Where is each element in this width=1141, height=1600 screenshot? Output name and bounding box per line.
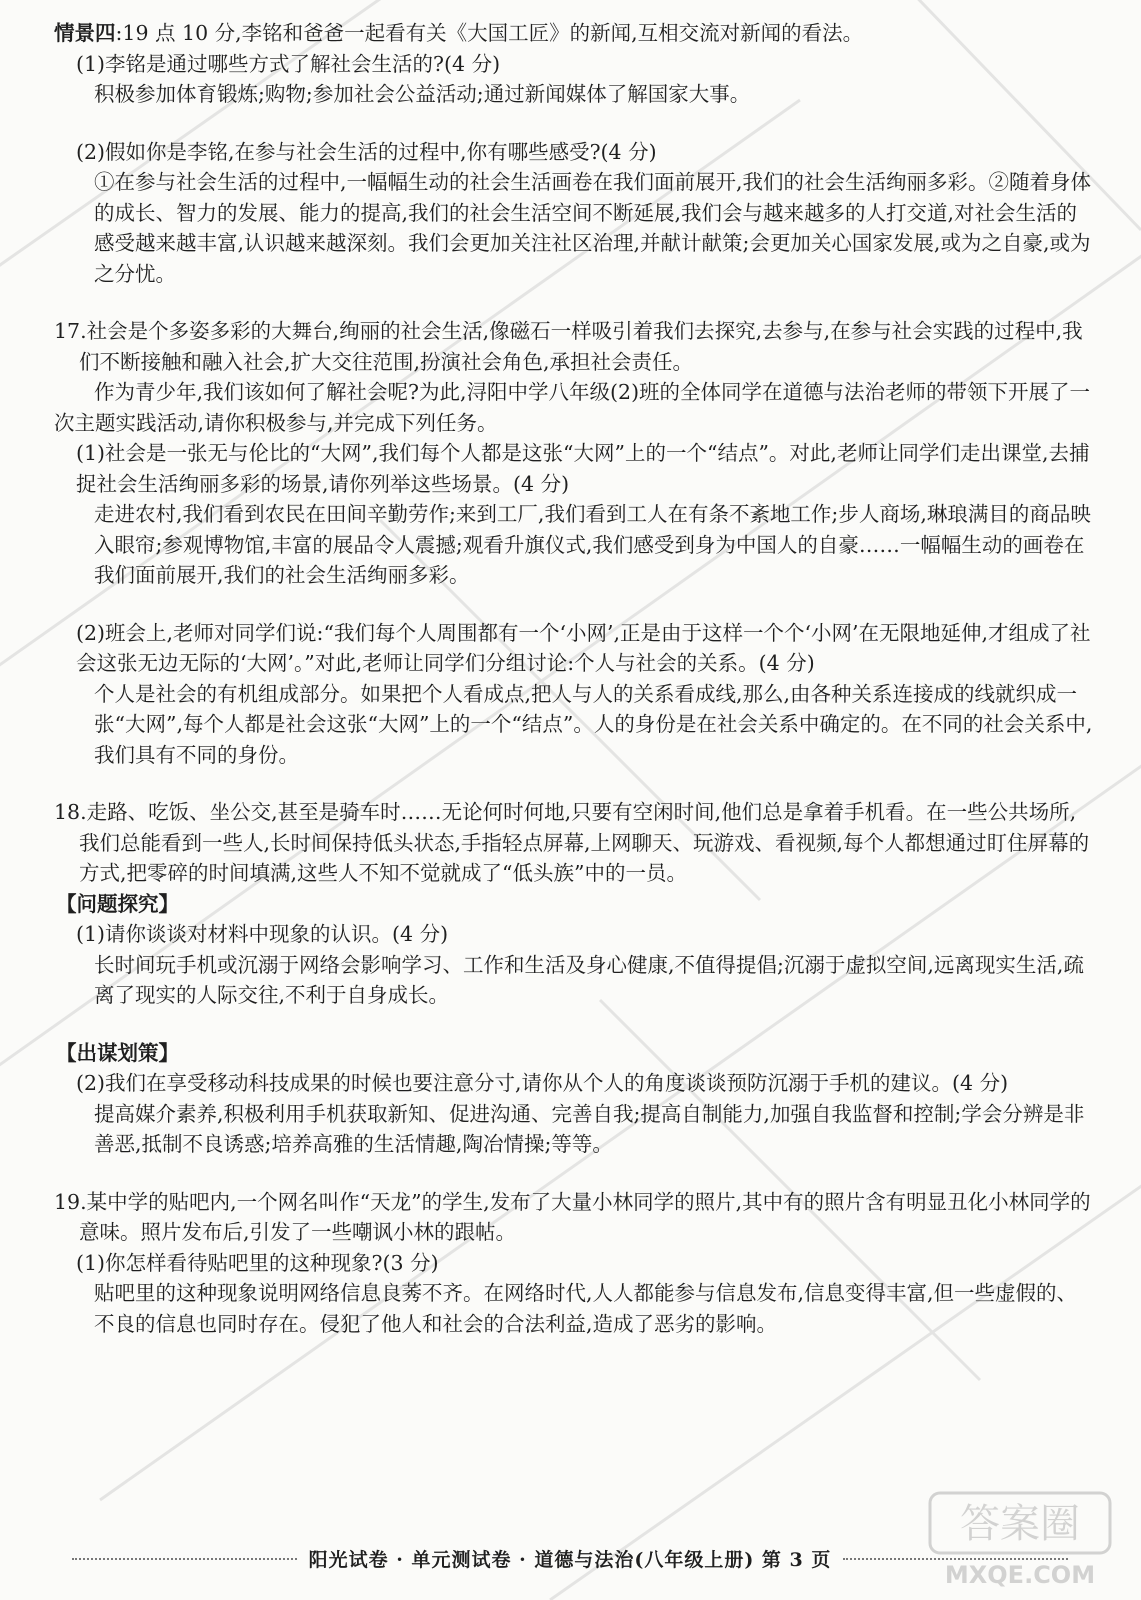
q18-question-1: (1)请你谈谈对材料中现象的认识。(4 分) (76, 922, 449, 946)
q17-question-2: (2)班会上,老师对同学们说:“我们每个人周围都有一个‘小网’,正是由于这样一个个‘小网’在无限地延伸,才组成了社会这张无边无际的‘大网’。”对此,老师让同学们分组讨论:个人与社会的关系。(4 分) (76, 620, 1091, 675)
footer-dots-left (72, 1558, 297, 1560)
q18-answer-1: 长时间玩手机或沉溺于网络会影响学习、工作和生活及身心健康,不值得提倡;沉溺于虚拟空间,远离现实生活,疏离了现实的人际交往,不利于自身成长。 (94, 952, 1084, 1007)
scenario4-line (54, 18, 1094, 49)
scenario4-question-1: (1)李铭是通过哪些方式了解社会生活的?(4 分) (76, 51, 501, 76)
exam-content (54, 18, 1094, 1339)
scenario4-text: :19 点 10 分,李铭和爸爸一起看有关《大国工匠》的新闻,互相交流对新闻的看法。 (115, 21, 864, 45)
q18-question-2: (2)我们在享受移动科技成果的时候也要注意分寸,请你从个人的角度谈谈预防沉溺于手机的建议。(4 分) (76, 1071, 1009, 1095)
q17-question-1: (1)社会是一张无与伦比的“大网”,我们每个人都是这张“大网”上的一个“结点”。对此,老师让同学们走出课堂,去捕捉社会生活绚丽多彩的场景,请你列举这些场景。(4 分) (76, 441, 1090, 496)
footer-text: 阳光试卷 · 单元测试卷 · 道德与法治(八年级上册) 第 3 页 (308, 1549, 832, 1571)
scenario4-answer-1: 积极参加体育锻炼;购物;参加社会公益活动;通过新闻媒体了解国家大事。 (94, 82, 751, 106)
scenario4-label: 情景四 (54, 21, 116, 45)
q19-stem: 19.某中学的贴吧内,一个网名叫作“天龙”的学生,发布了大量小林同学的照片,其中有的照片含有明显丑化小林同学的意味。照片发布后,引发了一些嘲讽小林的跟帖。 (54, 1189, 1091, 1244)
q19-question-1: (1)你怎样看待贴吧里的这种现象?(3 分) (76, 1250, 439, 1275)
q17-answer-1: 走进农村,我们看到农民在田间辛勤劳作;来到工厂,我们看到工人在有条不紊地工作;步人商场,琳琅满目的商品映入眼帘;参观博物馆,丰富的展品令人震撼;观看升旗仪式,我们感受到身为中国人的自豪……一幅幅生动的画卷在我们面前展开,我们的社会生活绚丽多彩。 (94, 502, 1091, 587)
scenario4-answer-2: ①在参与社会生活的过程中,一幅幅生动的社会生活画卷在我们面前展开,我们的社会生活绚丽多彩。②随着身体的成长、智力的发展、能力的提高,我们的社会生活空间不断延展,我们会与越来越多的人打交道,对社会生活的感受越来越丰富,认识越来越深刻。我们会更加关注社区治理,并献计献策;会更加关心国家发展,或为之自豪,或为之分忧。 (94, 170, 1092, 286)
svg-text:答案圈: 答案圈 (960, 1501, 1080, 1547)
q18-answer-2: 提高媒介素养,积极利用手机获取新知、促进沟通、完善自我;提高自制能力,加强自我监督和控制;学会分辨是非善恶,抵制不良诱惑;培养高雅的生活情趣,陶冶情操;等等。 (94, 1101, 1085, 1156)
scenario4-question-2: (2)假如你是李铭,在参与社会生活的过程中,你有哪些感受?(4 分) (76, 139, 657, 164)
q17-stem: 17.社会是个多姿多彩的大舞台,绚丽的社会生活,像磁石一样吸引着我们去探究,去参与,在参与社会实践的过程中,我们不断接触和融入社会,扩大交往范围,扮演社会角色,承担社会责任。 (54, 319, 1083, 374)
q19-answer-1: 贴吧里的这种现象说明网络信息良莠不齐。在网络时代,人人都能参与信息发布,信息变得丰富,但一些虚假的、不良的信息也同时存在。侵犯了他人和社会的合法利益,造成了恶劣的影响。 (94, 1281, 1078, 1336)
q18-tag-explore: 【问题探究】 (56, 891, 179, 916)
q17-stem-2: 作为青少年,我们该如何了解社会呢?为此,浔阳中学八年级(2)班的全体同学在道德与法治老师的带领下开展了一次主题实践活动,请你积极参与,并完成下列任务。 (54, 380, 1091, 435)
q18-stem: 18.走路、吃饭、坐公交,甚至是骑车时……无论何时何地,只要有空闲时间,他们总是拿着手机看。在一些公共场所,我们总能看到一些人,长时间保持低头状态,手指轻点屏幕,上网聊天、玩游戏、看视频,每个人都想通过盯住屏幕的方式,把零碎的时间填满,这些人不知不觉就成了“低头族”中的一员。 (54, 800, 1090, 885)
q17-answer-2: 个人是社会的有机组成部分。如果把个人看成点,把人与人的关系看成线,那么,由各种关系连接成的线就织成一张“大网”,每个人都是社会这张“大网”上的一个“结点”。人的身份是在社会关系中确定的。在不同的社会关系中,我们具有不同的身份。 (94, 681, 1093, 767)
site-logo (920, 1485, 1120, 1595)
q18-tag-advice: 【出谋划策】 (56, 1040, 179, 1065)
svg-text:MXQE.COM: MXQE.COM (944, 1561, 1096, 1589)
